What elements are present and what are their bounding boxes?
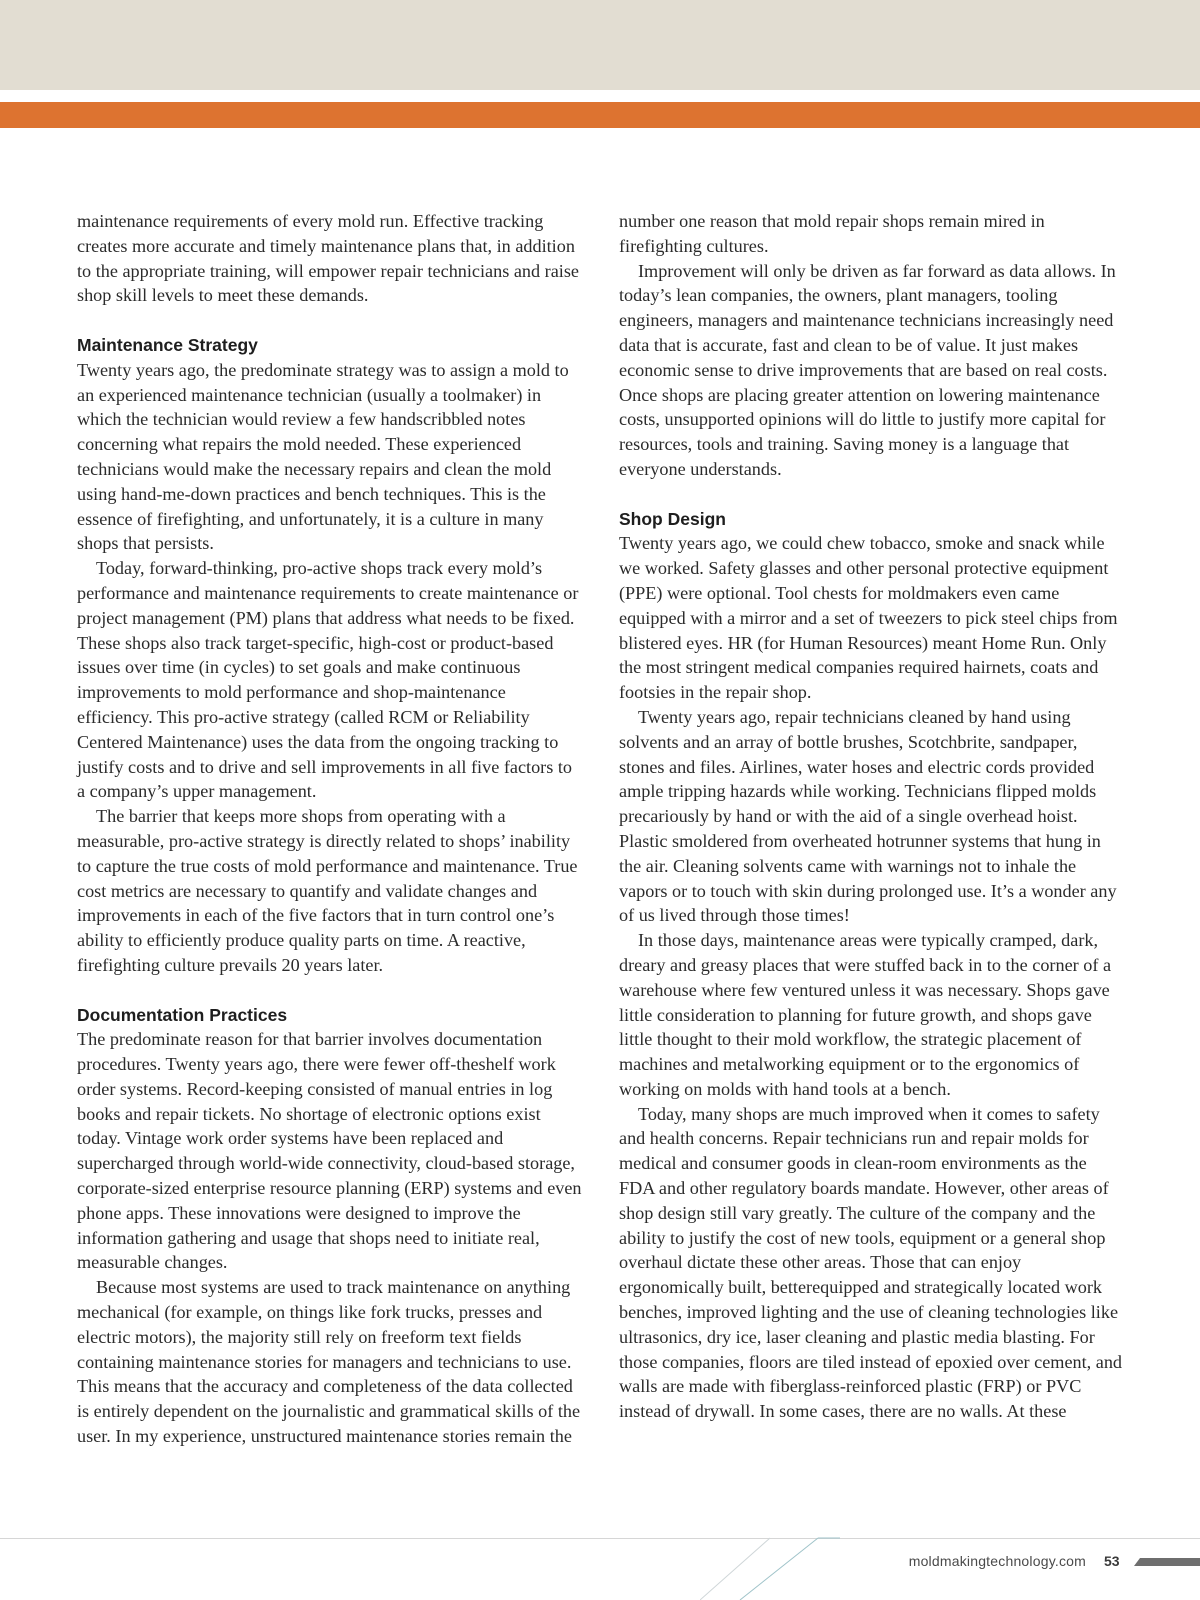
- left-column: [77, 209, 582, 1449]
- page-number: 53: [1104, 1553, 1120, 1569]
- paragraph: In those days, maintenance areas were typically cramped, dark, dreary and greasy places that were stuffed back in to the corner of a warehouse where few ventured unless it was necessary. Shops gave little consideration to planning for future growth, and shops gave little thought to their mold workflow, the strategic placement of machines and metalworking equipment or to the ergonomics of working on molds with hand tools at a bench.: [619, 930, 1112, 1099]
- footer-divider: [0, 1538, 1200, 1539]
- right-column: [619, 209, 1124, 1424]
- section-heading: Documentation Practices: [77, 1004, 288, 1025]
- paragraph: Twenty years ago, the predominate strategy was to assign a mold to an experienced maintenance technician (usually a toolmaker) in which the technician would review a few handscribbled notes concerning what repairs the mold needed. These experienced technicians would make the necessary repairs and clean the mold using hand-me-down practices and bench techniques. This is the essence of firefighting, and unfortunately, it is a culture in many shops that persists.: [77, 359, 569, 554]
- paragraph: The predominate reason for that barrier involves documentation procedures. Twenty years ago, there were fewer off-theshelf work order systems. Record-keeping consisted of manual entries in log books and repair tickets. No shortage of electronic options exist today. Vintage work order systems have been replaced and supercharged through world-wide connectivity, cloud-based storage, corporate-sized enterprise resource planning (ERP) systems and even phone apps. These innovations were designed to improve the information gathering and usage that shops need to initiate real, measurable changes.: [77, 1029, 582, 1273]
- paragraph: Because most systems are used to track maintenance on anything mechanical (for example, on things like fork trucks, presses and electric motors), the majority still rely on freeform text fields containing maintenance stories for managers and technicians to use. This means that the accuracy and completeness of the data collected is entirely dependent on the journalistic and grammatical skills of the user. In my experience, unstructured maintenance stories remain the: [77, 1277, 581, 1447]
- paragraph: Twenty years ago, repair technicians cleaned by hand using solvents and an array of bottle brushes, Scotchbrite, sandpaper, stones and files. Airlines, water hoses and electric cords provided ample tripping hazards while working. Technicians flipped molds precariously by hand or with the aid of a single overhead hoist. Plastic smoldered from overheated hotrunner systems that hung in the air. Cleaning solvents came with warnings not to inhale the vapors or to touch with skin during prolonged use. It’s a wonder any of us lived through those times!: [619, 706, 1117, 926]
- paragraph: maintenance requirements of every mold run. Effective tracking creates more accurate and timely maintenance plans that, in addition to the appropriate training, will empower repair technicians and raise shop skill levels to meet these demands.: [77, 211, 579, 306]
- paragraph: Today, forward-thinking, pro-active shops track every mold’s performance and maintenance requirements to create maintenance or project management (PM) plans that address what needs to be fixed. These shops also track target-specific, high-cost or product-based issues over time (in cycles) to set goals and make continuous improvements to mold performance and shop-maintenance efficiency. This pro-active strategy (called RCM or Reliability Centered Maintenance) uses the data from the ongoing tracking to justify costs and to drive and sell improvements in all five factors to a company’s upper management.: [77, 558, 579, 802]
- header-band: [0, 0, 1200, 90]
- paragraph: Improvement will only be driven as far forward as data allows. In today’s lean companies, the owners, plant managers, tooling engineers, managers and maintenance technicians increasingly need data that is accurate, fast and clean to be of value. It just makes economic sense to drive improvements that are based on real costs. Once shops are placing greater attention on lowering maintenance costs, unsupported opinions will do little to justify more capital for resources, tools and training. Saving money is a language that everyone understands.: [619, 260, 1116, 479]
- footer-decoration: [700, 1530, 840, 1600]
- paragraph: number one reason that mold repair shops remain mired in firefighting cultures.: [619, 211, 1045, 256]
- section-heading: Maintenance Strategy: [77, 334, 258, 355]
- footer-website: moldmakingtechnology.com: [908, 1553, 1086, 1569]
- paragraph: Today, many shops are much improved when it comes to safety and health concerns. Repair technicians run and repair molds for medical and consumer goods in clean-room environments as the FDA and other regulatory boards mandate. However, other areas of shop design still vary greatly. The culture of the company and the ability to justify the cost of new tools, equipment or a general shop overhaul dictate these other areas. Those that can enjoy ergonomically built, betterequipped and strategically located work benches, improved lighting and the use of cleaning technologies like ultrasonics, dry ice, laser cleaning and plastic media blasting. For those companies, floors are tiled instead of epoxied over cement, and walls are made with fiberglass-reinforced plastic (FRP) or PVC instead of drywall. In some cases, there are no walls. At these: [619, 1103, 1123, 1422]
- paragraph: Twenty years ago, we could chew tobacco, smoke and snack while we worked. Safety glasses and other personal protective equipment (PPE) were optional. Tool chests for moldmakers even came equipped with a mirror and a set of tweezers to pick steel chips from blistered eyes. HR (for Human Resources) meant Home Run. Only the most stringent medical companies required hairnets, coats and footsies in the repair shop.: [619, 533, 1118, 703]
- page-tab-marker: [1134, 1558, 1200, 1566]
- accent-stripe: [0, 102, 1200, 128]
- section-heading: Shop Design: [619, 508, 726, 529]
- paragraph: The barrier that keeps more shops from operating with a measurable, pro-active strategy is directly related to shops’ inability to capture the true costs of mold performance and maintenance. True cost metrics are necessary to quantify and validate changes and improvements in each of the five factors that in turn control one’s ability to efficiently produce quality parts on time. A reactive, firefighting culture prevails 20 years later.: [77, 806, 578, 975]
